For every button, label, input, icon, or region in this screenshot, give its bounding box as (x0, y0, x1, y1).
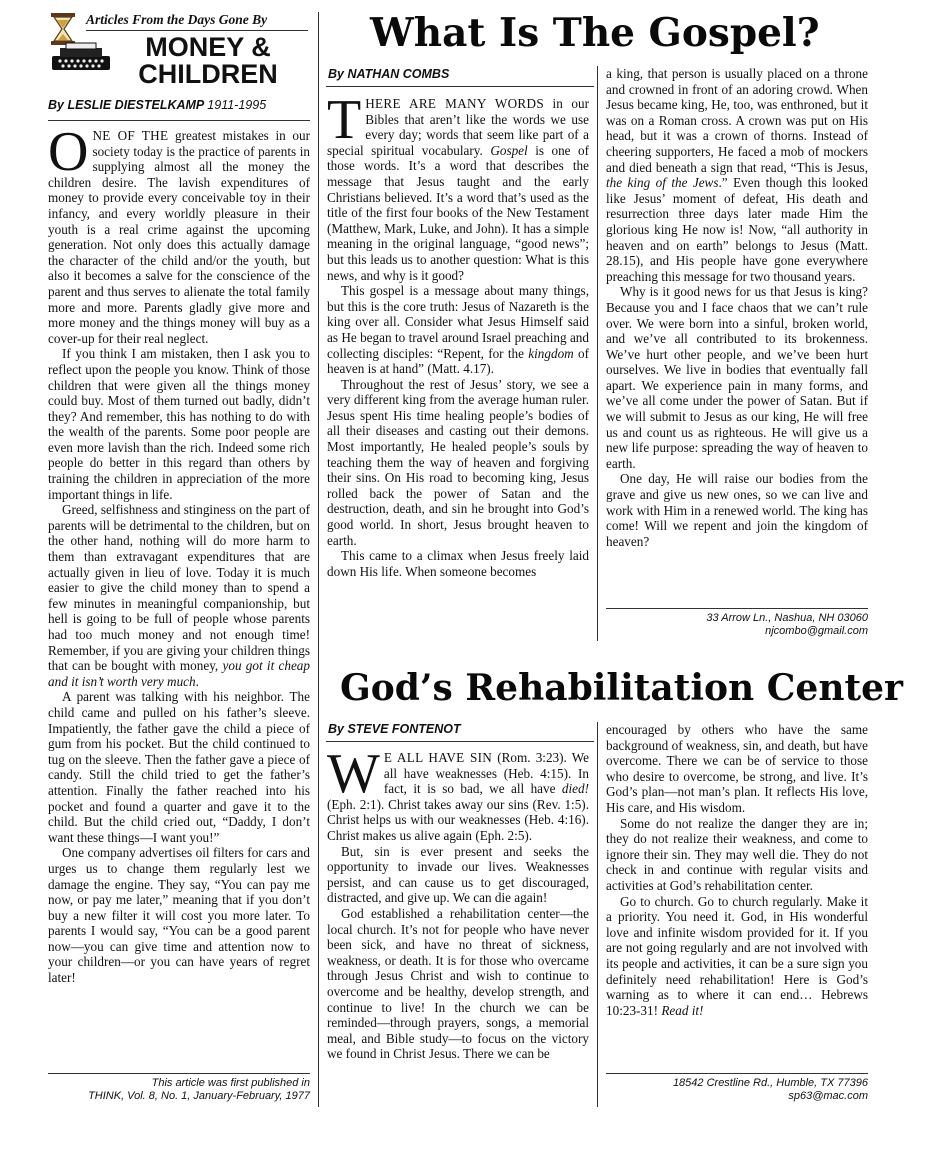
paragraph: Throughout the rest of Jesus’ story, we see a very different king from the average human ruler. Jesus spent His time healing people’s bodies of all their diseases and casting out their demons. Most importantly, He healed people’s souls by teaching them the way of heaven and forgiving their sins. On His road to becoming king, Jesus rolled back the power of Satan and the destruction, death, and sin he brought into God’s good world. In short, Jesus brought heaven to earth. (327, 376, 589, 548)
paragraph: God established a rehabilitation center—the local church. It’s not for people who have never been sick, and have no threat of sickness, weakness, or death. It is for those who overcame through Jesus Christ and wish to continue to overcome and be healthy, develop strength, and continue to live! In the church we can be reminded—through prayers, songs, a memorial meal, and Bible study—to focus on the victory we found in Christ Jesus. There we can be (327, 905, 589, 1062)
lead-smallcaps: E ALL HAVE SIN (383, 750, 493, 765)
paragraph (606, 894, 868, 1019)
title-line-1: MONEY & (145, 32, 271, 62)
paragraph-text: This gospel is a message about many things, but this is the core truth: Jesus of Nazareth is the king over all. Consider what Jesus Himself said as He began to travel around Israel preaching and collecting disciples: “Repent, for the (327, 283, 589, 361)
hourglass-icon (50, 12, 76, 46)
column-divider (597, 722, 598, 1107)
dropcap: O (48, 121, 89, 183)
article-body-money-children (48, 121, 310, 986)
column-divider (597, 66, 598, 641)
gospel-column-1 (327, 89, 589, 579)
address-line: 18542 Crestline Rd., Humble, TX 77396 (672, 1077, 868, 1089)
lead-smallcaps: NE OF THE (92, 128, 169, 143)
address-line: 33 Arrow Ln., Nashua, NH 03060 (706, 612, 868, 624)
title-line-2: CHILDREN (138, 59, 278, 89)
footnote-line: This article was first published in (151, 1077, 310, 1089)
byline-rule (326, 86, 594, 87)
email-address: sp63@mac.com (788, 1090, 868, 1102)
paragraph-text: (Eph. 2:1). Christ takes away our sins (Rev. 1:5). Christ helps us with our weaknesses (Heb. 4:16). Christ makes us alive again (Eph. 2:5). (327, 796, 589, 843)
paragraph: A parent was talking with his neighbor. The child came and pulled on his father’s sleeve. Impatiently, the father gave the child a piece of gum from his pocket. But the child continued to tug on the sleeve. Then the father gave a piece of candy. Still the child tried to get the father’s attention. Finally the father reached into his pocket and found a quarter and gave it to the child. But the child cried out, “Daddy, I don’t want these things—I want you!” (48, 689, 310, 845)
emphasis-text: died! (561, 781, 589, 797)
paragraph: If you think I am mistaken, then I ask you to reflect upon the people you know. Think of those children that were given all the things money could buy. Most of them turned out badly, didn’t they? And remember, this has nothing to do with the wealth of the parents. Some poor people are even more lavish than the rich. Indeed some rich people do better in this regard than others by training the children in appreciation of the more important things in life. (48, 346, 310, 502)
paragraph-text: is one of those words. It’s a word that describes the message that Jesus taught and the early Christians believed. It’s a word that’s used as the title of the first four books of the New Testament (Matthew, Mark, Luke, and John). It has a simple meaning in the original language, “good news”; but this leads us to another question: What is this news, and why is it good? (327, 142, 589, 283)
paragraph (327, 283, 589, 377)
byline-diestelkamp (48, 98, 266, 112)
paragraph: One company advertises oil filters for cars and urges us to change them regularly lest we damage the engine. They say, “You can pay me now, or pay me later,” meaning that if you don’t buy a new filter it will cost you more later. To parents I would say, “You can be a good parent now—you can give time and attention now to your children—or you can have years of regret later! (48, 845, 310, 986)
emphasis-text: the king of the Jews (606, 175, 719, 191)
article-title-money-children (118, 34, 298, 88)
paragraph-text: in our Bibles that aren’t like the words we use every day; words that seem like part of a special spiritual vocabulary. (327, 96, 589, 158)
headline-what-is-the-gospel: What Is The Gospel? (370, 10, 820, 56)
emphasis-text: Gospel (490, 142, 528, 158)
lead-smallcaps: HERE ARE MANY WORDS (365, 96, 544, 111)
paragraph: Some do not realize the danger they are in; they do not realize their weakness, and come to ignore their sin. They may well die. They do not check in and continue with regular visits and activities at God’s rehabilitation center. (606, 815, 868, 893)
emphasis-text: you got it cheap and it isn’t worth very much (48, 658, 310, 689)
publication-footnote (48, 1077, 310, 1103)
paragraph (48, 502, 310, 689)
paragraph-text: .” Even though this looked like Jesus’ moment of defeat, His death and resurrection three days later made Him the glorious king He now is! Now, “all authority in heaven and on earth” belongs to Jesus (Matt. 28.15), and His people have gone everywhere preaching this message for two thousand years. (606, 175, 868, 284)
byline-fontenot: By STEVE FONTENOT (328, 722, 461, 736)
gospel-column-2 (606, 66, 868, 549)
paragraph: But, sin is ever present and seeks the opportunity to invade our lives. Weaknesses persist, and can cause us to get discouraged, distracted, and give up. We can die again! (327, 843, 589, 906)
paragraph: Why is it good news for us that Jesus is king? Because you and I face chaos that we can’t rule over. We were born into a sinful, broken world, and we’ve all contributed to its brokenness. We’ve hurt other people, and we’ve been hurt ourselves. We live in bodies that eventually fall apart. We experience pain in many forms, and we’ve all come under the power of Satan. But if we will submit to Jesus as our king, He will free us and count us as righteous. He will give us a new life purpose: spreading the way of heaven to earth. (606, 284, 868, 471)
byline-combs: By NATHAN COMBS (328, 67, 450, 81)
paragraph: This came to a climax when Jesus freely laid down His life. When someone becomes (327, 548, 589, 579)
rehab-column-2 (606, 722, 868, 1018)
emphasis-text: Read it! (661, 1002, 704, 1018)
paragraph: encouraged by others who have the same background of weakness, sin, and death, but have overcome. There we can be of service to those who desire to overcome, be strong, and live. It’s God’s plan—not man’s plan. It reflects His love, His care, and His wisdom. (606, 722, 868, 815)
series-kicker: Articles From the Days Gone By (86, 12, 268, 27)
paragraph (327, 89, 589, 283)
emphasis-text: kingdom (528, 345, 574, 361)
byline-years: 1911-1995 (207, 98, 267, 112)
paragraph-text: of heaven is at hand” (Matt. 4.17). (327, 345, 589, 377)
address-combs (606, 612, 868, 638)
paragraph (606, 66, 868, 284)
address-rule (606, 608, 868, 609)
email-address: njcombo@gmail.com (765, 625, 868, 637)
address-fontenot (606, 1077, 868, 1103)
paragraph-text: Greed, selfishness and stinginess on the part of parents will be detrimental to the children, but on the other hand, nothing will do more harm to them than extravagant expenditures that are actually given in lieu of love. Today it is much easier to give the child money than to spend a few minutes in meaningful companionship, but hell is going to be full of people whose parents had too much money and not enough time! Remember, if you are giving your children things that can be bought with money, (48, 502, 310, 674)
byline-rule (326, 741, 594, 742)
paragraph-text: . (195, 673, 199, 689)
dropcap: W (327, 743, 380, 805)
paragraph: One day, He will raise our bodies from the grave and give us new ones, so we can live and work with Him in a renewed world. The king has come! Will we repent and join the kingdom of heaven? (606, 471, 868, 549)
footnote-rule (48, 1073, 310, 1074)
rehab-column-1 (327, 743, 589, 1062)
paragraph (48, 121, 310, 346)
column-divider (318, 12, 319, 1107)
paragraph-text: a king, that person is usually placed on a throne and crowned in front of an adoring crowd. When Jesus became king, He, too, was enthroned, but it was on a Roman cross. A crown was put on His head, but it was a crown of thorns. Instead of cheering supporters, He faced a mob of mockers and died beneath a sign that read, “This is Jesus, (606, 66, 868, 175)
headline-gods-rehabilitation-center: God’s Rehabilitation Center (340, 667, 903, 709)
paragraph (327, 743, 589, 844)
paragraph-text: (Rom. 3:23). We all have weaknesses (Heb. 4:15). In fact, it is so bad, we all have (383, 750, 589, 797)
byline-name: By LESLIE DIESTELKAMP (48, 98, 204, 112)
footnote-line: THINK, Vol. 8, No. 1, January-February, 1977 (88, 1090, 310, 1102)
typewriter-icon (50, 42, 112, 72)
paragraph-text: greatest mistakes in our society today is the practice of parents in supplying almost all the money the children desire. The lavish expenditures of money to provide every conceivable toy in their infancy, and every worldly pleasure in their youth is a real crime against the upcoming generation. Not only does this actually damage the character of the child and/or the youth, but also it becomes a salve for the conscience of the parent and thus serves to alienate the total family more and more. Parents gladly give more and more money and the things money will buy as a cover-up for their real neglect. (48, 128, 310, 346)
address-rule (606, 1073, 868, 1074)
dropcap: T (327, 89, 362, 151)
paragraph-text: Go to church. Go to church regularly. Make it a priority. You need it. God, in His wonderful love and infinite wisdom provided for it. If you are not going regularly and are not involved with its people and activities, it can be a sure sign you definitely need rehabilitation! Here is God’s warning as to where it can end… Hebrews 10:23-31! (606, 893, 868, 1018)
kicker-rule (86, 30, 308, 31)
